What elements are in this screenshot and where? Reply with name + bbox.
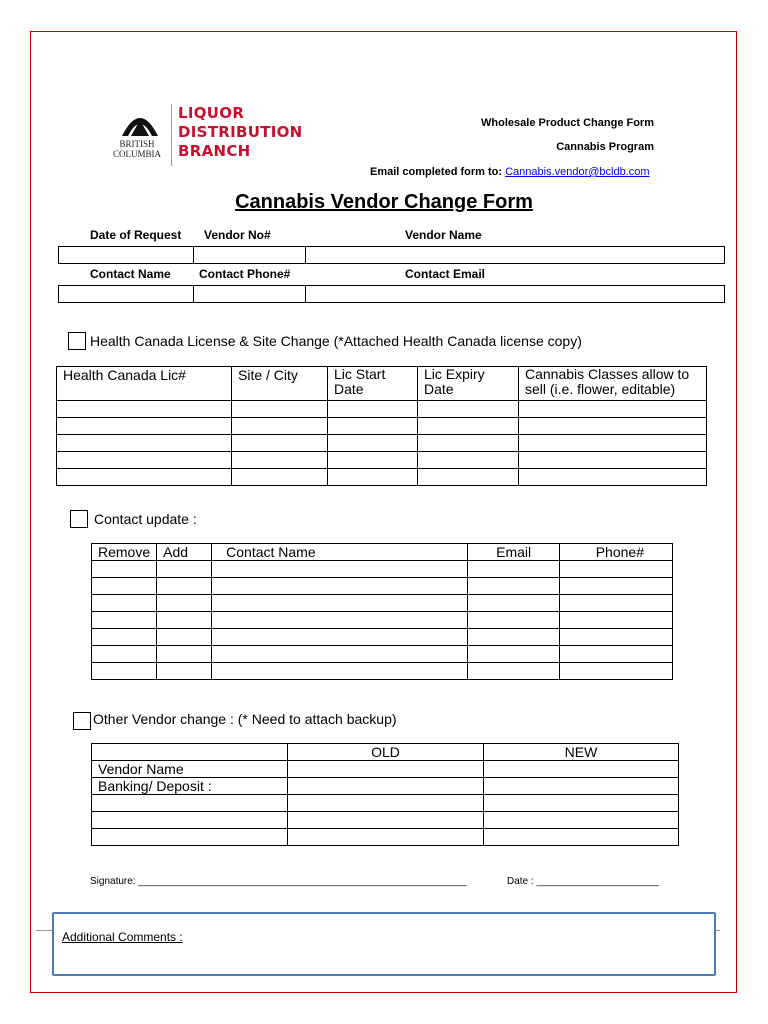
contact-name-field[interactable] — [59, 286, 194, 303]
table-row — [92, 761, 679, 778]
signature-field[interactable]: ___________________________________________________________ — [138, 876, 467, 887]
contact-email-label: Contact Email — [405, 267, 486, 281]
table-row — [57, 401, 707, 418]
table-row — [57, 435, 707, 452]
org-name-line1: LIQUOR — [178, 104, 245, 122]
license-table — [56, 366, 707, 486]
license-header-row — [57, 367, 707, 401]
signature-label: Signature: — [90, 876, 136, 887]
org-name-line2: DISTRIBUTION — [178, 123, 303, 141]
contact-header-row — [92, 544, 673, 561]
other-header-row — [92, 744, 679, 761]
contact-phone-label: Contact Phone# — [199, 267, 291, 281]
vendor-name-label: Vendor Name — [405, 228, 482, 242]
other-change-label: Other Vendor change : (* Need to attach backup) — [93, 711, 397, 727]
additional-comments-box[interactable] — [52, 912, 716, 976]
program-name: Cannabis Program — [556, 141, 654, 153]
table-row — [92, 812, 679, 829]
license-col-header: Site / City — [232, 367, 328, 401]
table-row — [92, 829, 679, 846]
col-new: NEW — [484, 744, 679, 761]
bc-wordmark — [104, 139, 170, 159]
table-row — [92, 612, 673, 629]
table-row — [92, 778, 679, 795]
vendor-name-field[interactable] — [306, 247, 725, 264]
comments-rule-right — [716, 930, 720, 931]
banking-new-field[interactable] — [484, 778, 679, 795]
row-banking-label: Banking/ Deposit : — [92, 778, 288, 795]
table-row — [57, 452, 707, 469]
contact-info-table — [58, 285, 725, 303]
date-line — [507, 876, 659, 887]
additional-comments-label: Additional Comments : — [62, 930, 183, 944]
signature-line — [90, 876, 467, 887]
vendor-name-new-field[interactable] — [484, 761, 679, 778]
date-of-request-label: Date of Request — [90, 228, 182, 242]
logo-divider — [171, 104, 172, 166]
table-row — [92, 578, 673, 595]
comments-rule-left — [36, 930, 52, 931]
org-name-line3: BRANCH — [178, 142, 251, 160]
date-label: Date : — [507, 876, 534, 887]
contact-update-checkbox[interactable] — [70, 510, 88, 528]
banking-old-field[interactable] — [288, 778, 484, 795]
license-col-header: Cannabis Classes allow to sell (i.e. flower, editable) — [519, 367, 707, 401]
contact-col-name: Contact Name — [212, 544, 468, 561]
contact-col-remove: Remove — [92, 544, 157, 561]
bc-line1: BRITISH — [119, 139, 155, 149]
contact-col-email: Email — [468, 544, 560, 561]
contact-name-label: Contact Name — [90, 267, 171, 281]
other-change-checkbox[interactable] — [73, 712, 91, 730]
contact-update-label: Contact update : — [94, 511, 197, 527]
form-name: Wholesale Product Change Form — [481, 117, 654, 129]
table-row — [92, 663, 673, 680]
table-row — [57, 469, 707, 486]
date-field[interactable]: ______________________ — [536, 876, 659, 887]
table-row — [92, 646, 673, 663]
vendor-info-table — [58, 246, 725, 264]
contact-table — [91, 543, 673, 680]
table-row — [92, 629, 673, 646]
vendor-name-old-field[interactable] — [288, 761, 484, 778]
table-row — [92, 595, 673, 612]
license-col-header: Health Canada Lic# — [57, 367, 232, 401]
contact-col-phone: Phone# — [560, 544, 673, 561]
license-change-label: Health Canada License & Site Change (*Attached Health Canada license copy) — [90, 333, 582, 349]
page-title: Cannabis Vendor Change Form — [235, 191, 533, 213]
col-old: OLD — [288, 744, 484, 761]
row-vendor-name-label: Vendor Name — [92, 761, 288, 778]
table-row — [57, 418, 707, 435]
email-line — [370, 166, 650, 178]
license-col-header: Lic Start Date — [328, 367, 418, 401]
bc-line2: COLUMBIA — [112, 149, 161, 159]
contact-email-field[interactable] — [306, 286, 725, 303]
org-name — [178, 104, 303, 161]
email-label: Email completed form to: — [370, 166, 503, 178]
email-link[interactable]: Cannabis.vendor@bcldb.com — [505, 166, 650, 178]
date-of-request-field[interactable] — [59, 247, 194, 264]
other-change-table — [91, 743, 679, 846]
vendor-no-label: Vendor No# — [204, 228, 271, 242]
contact-col-add: Add — [157, 544, 212, 561]
vendor-no-field[interactable] — [194, 247, 306, 264]
license-change-checkbox[interactable] — [68, 332, 86, 350]
contact-phone-field[interactable] — [194, 286, 306, 303]
table-row — [92, 795, 679, 812]
table-row — [92, 561, 673, 578]
license-col-header: Lic Expiry Date — [418, 367, 519, 401]
